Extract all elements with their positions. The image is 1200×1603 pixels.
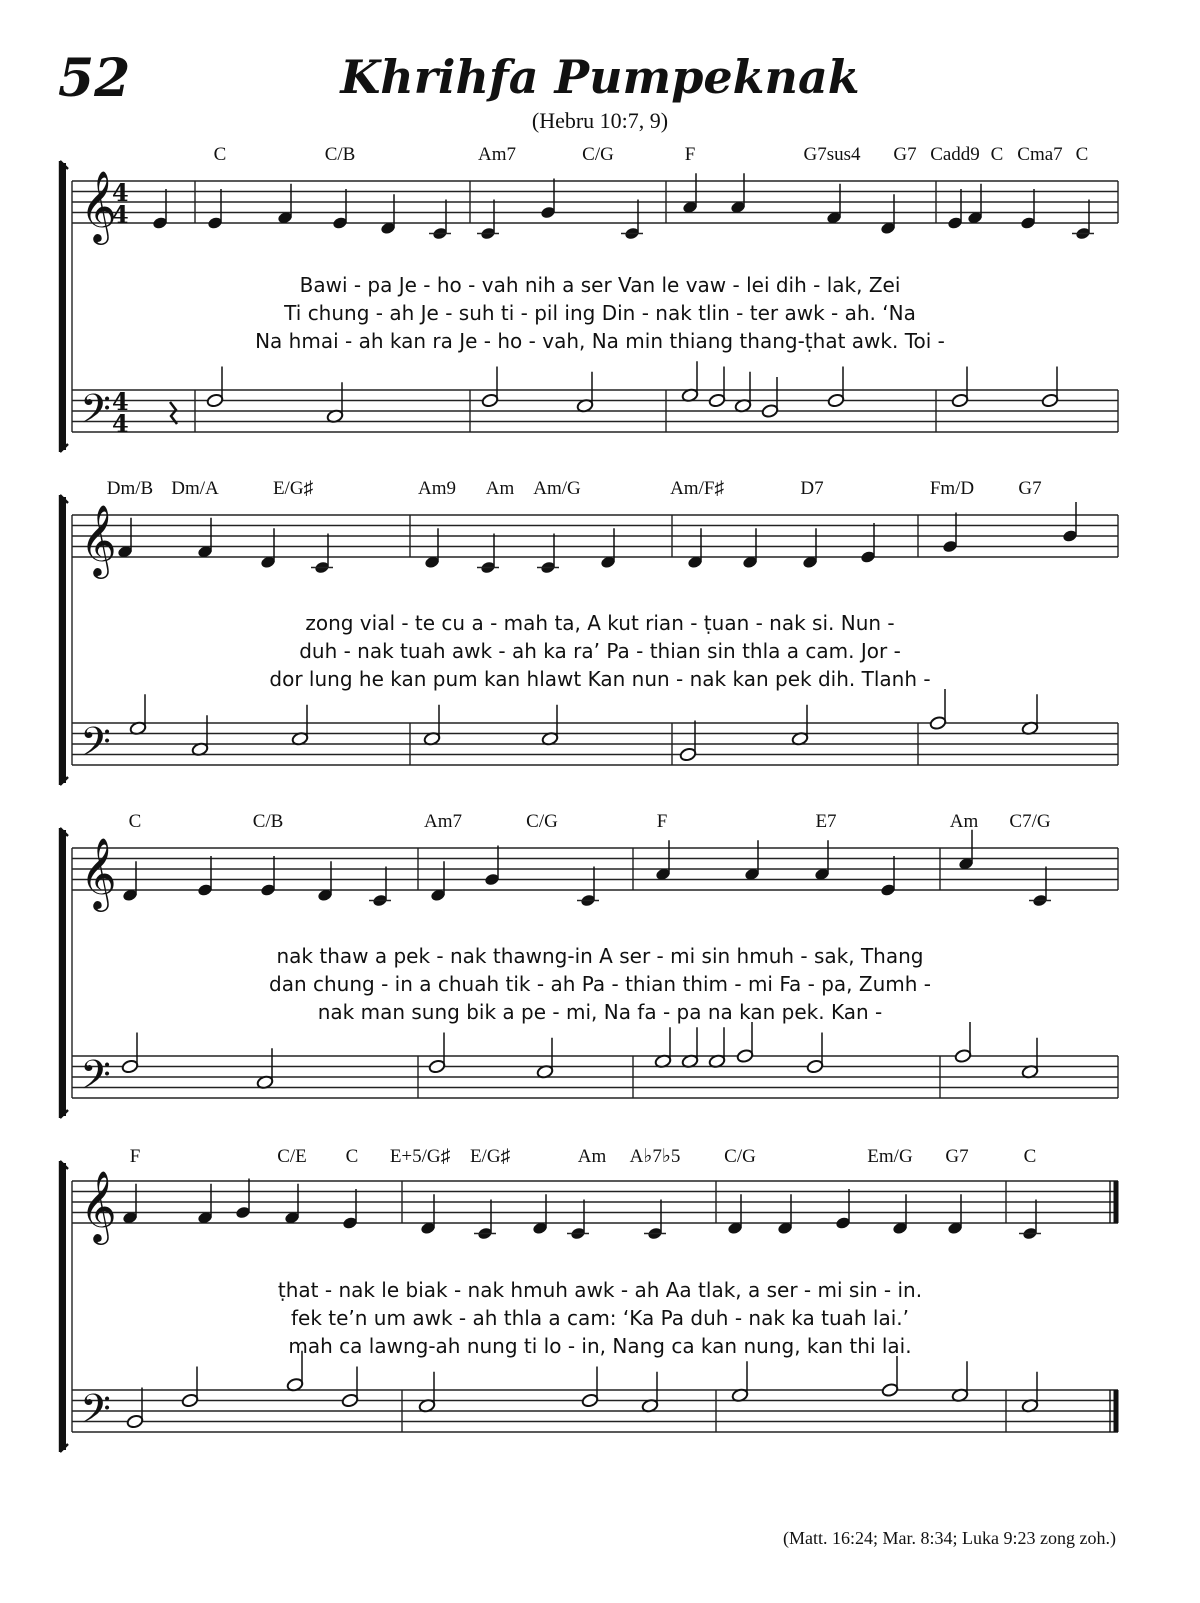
lyric-syllable: - ter bbox=[729, 301, 779, 325]
chord-symbol: C bbox=[345, 1146, 359, 1167]
bass-note-1-6 bbox=[708, 393, 726, 408]
lyric-syllable: - thian sin bbox=[629, 639, 736, 663]
lyric-syllable: ing bbox=[558, 301, 596, 325]
lyric-syllable: Fa bbox=[772, 972, 802, 996]
lyric-syllable: sin bbox=[842, 1278, 878, 1302]
chord-symbol: G7 bbox=[945, 1146, 969, 1167]
lyric-syllable: Na bbox=[597, 1000, 631, 1024]
chord-symbol: F bbox=[129, 1146, 141, 1167]
lyric-syllable: Bawi - pa bbox=[299, 273, 393, 297]
lyric-syllable: dan bbox=[269, 972, 307, 996]
lyric-syllable: hmuh bbox=[504, 1278, 568, 1302]
lyric-syllable: mah bbox=[288, 1334, 333, 1358]
chord-symbol: E/G♯ bbox=[469, 1146, 511, 1167]
lyric-syllable: bik bbox=[459, 1000, 497, 1024]
lyric-syllable: nih bbox=[518, 273, 556, 297]
lyric-syllable: thla bbox=[735, 639, 781, 663]
scripture-reference: (Hebru 10:7, 9) bbox=[531, 108, 669, 133]
lyric-line-3-verse-1 bbox=[276, 944, 923, 968]
lyric-syllable: - bbox=[650, 944, 664, 968]
lyric-syllable: si. bbox=[805, 611, 835, 635]
chord-symbol: Fm/D bbox=[929, 478, 975, 499]
lyric-syllable: ser bbox=[612, 944, 651, 968]
bass-note-4-2 bbox=[181, 1393, 199, 1408]
lyric-syllable: tuah bbox=[814, 1306, 867, 1330]
chord-symbol: C7/G bbox=[1009, 811, 1051, 832]
lyric-syllable: nung bbox=[460, 1334, 518, 1358]
lyric-syllable: chung - in bbox=[306, 972, 413, 996]
lyric-syllable: fek bbox=[290, 1306, 322, 1330]
bass-clef-icon-1: 𝄢 bbox=[80, 386, 111, 442]
lyric-syllable: mi bbox=[663, 944, 696, 968]
lyric-syllable: awk bbox=[567, 1278, 615, 1302]
chord-symbol: C bbox=[990, 144, 1004, 165]
lyric-syllable: pek. bbox=[775, 1000, 825, 1024]
lyric-syllable: Na hmai - ah bbox=[255, 329, 384, 353]
lyric-syllable: tlin bbox=[691, 301, 730, 325]
lyric-syllable: na bbox=[701, 1000, 733, 1024]
lyric-syllable: Kan - bbox=[824, 1000, 883, 1024]
lyric-syllable: Aa bbox=[659, 1278, 692, 1302]
lyric-syllable: te’n bbox=[321, 1306, 368, 1330]
lyric-syllable: cam: bbox=[560, 1306, 617, 1330]
bass-clef-icon-3: 𝄢 bbox=[80, 1052, 111, 1108]
lyric-syllable: Pa bbox=[654, 1306, 685, 1330]
lyric-syllable: kan bbox=[383, 329, 427, 353]
lyric-syllable: ra’ bbox=[566, 639, 600, 663]
lyric-syllable: nak bbox=[317, 1000, 355, 1024]
lyric-syllable: zong bbox=[305, 611, 354, 635]
chord-symbol: Am7 bbox=[424, 811, 462, 832]
lyric-syllable: - nak bbox=[337, 639, 394, 663]
lyric-syllable: cu bbox=[435, 611, 466, 635]
chord-symbol: Am7 bbox=[478, 144, 516, 165]
chord-symbol: A♭7♭5 bbox=[629, 1146, 681, 1167]
lyric-syllable: um bbox=[367, 1306, 406, 1330]
lyric-syllable: Nun - bbox=[834, 611, 895, 635]
chord-symbol: F bbox=[656, 811, 668, 832]
lyric-syllable: ti bbox=[517, 1334, 538, 1358]
bass-note-1-3 bbox=[481, 393, 499, 408]
lyric-syllable: a bbox=[741, 1278, 761, 1302]
bass-note-4-6 bbox=[581, 1393, 599, 1408]
lyric-syllable: nun - nak bbox=[625, 667, 727, 691]
chord-symbol: Em/G bbox=[867, 1146, 913, 1167]
chord-symbol: G7 bbox=[1018, 478, 1042, 499]
lyric-syllable: - thian bbox=[605, 972, 677, 996]
bass-note-1-9 bbox=[827, 393, 845, 408]
lyric-syllable: tuah bbox=[393, 639, 446, 663]
lyric-syllable: - bbox=[656, 1000, 671, 1024]
chord-symbol: C/B bbox=[324, 144, 356, 165]
lyric-line-3-verse-3 bbox=[318, 1000, 883, 1024]
lyric-syllable: kan bbox=[383, 667, 427, 691]
bass-clef-icon-4: 𝄢 bbox=[80, 1386, 111, 1442]
lyric-syllable: a bbox=[780, 639, 800, 663]
lyric-syllable: hlawt bbox=[520, 667, 582, 691]
quarter-rest-icon bbox=[170, 402, 177, 424]
lyric-syllable: awk - ah. bbox=[778, 301, 876, 325]
lyric-syllable: lo bbox=[537, 1334, 562, 1358]
lyric-syllable: awk bbox=[445, 639, 493, 663]
lyric-syllable: dor bbox=[269, 667, 303, 691]
lyric-syllable: - mi, bbox=[546, 1000, 598, 1024]
hymn-title: Khrihfa Pumpeknak bbox=[340, 50, 860, 104]
bass-note-1-8 bbox=[761, 404, 779, 419]
bass-note-3-8 bbox=[736, 1049, 754, 1064]
lyric-syllable: kan bbox=[477, 667, 521, 691]
chord-symbol: C/E bbox=[277, 1146, 307, 1167]
lyric-syllable: he bbox=[352, 667, 384, 691]
lyric-syllable: sung bbox=[405, 1000, 460, 1024]
bass-note-2-8 bbox=[929, 716, 947, 731]
bass-note-3-3 bbox=[428, 1059, 446, 1074]
chord-symbol: E/G♯ bbox=[272, 478, 314, 499]
lyric-syllable: pa bbox=[670, 1000, 702, 1024]
lyric-syllable: - mah bbox=[483, 611, 549, 635]
bass-note-1-11 bbox=[1041, 393, 1059, 408]
hymn-number: 52 bbox=[58, 48, 131, 109]
lyric-syllable: thla bbox=[497, 1306, 543, 1330]
lyric-line-1-verse-3 bbox=[255, 329, 945, 353]
chord-symbol: C/G bbox=[724, 1146, 756, 1167]
lyric-syllable: cam. bbox=[799, 639, 855, 663]
lyric-syllable: - nak bbox=[635, 301, 692, 325]
lyric-syllable: Thang bbox=[854, 944, 924, 968]
bass-note-3-9 bbox=[806, 1059, 824, 1074]
lyric-syllable: ra bbox=[426, 329, 453, 353]
lyric-syllable: kan bbox=[694, 1334, 738, 1358]
chord-symbol: G7sus4 bbox=[803, 144, 861, 165]
lyric-syllable: ka bbox=[536, 639, 567, 663]
lyric-syllable: ti - pil bbox=[494, 301, 559, 325]
lyric-syllable: awk. bbox=[845, 329, 899, 353]
bass-note-1-1 bbox=[206, 393, 224, 408]
lyric-line-2-verse-2 bbox=[299, 639, 901, 663]
lyric-syllable: nung, bbox=[737, 1334, 801, 1358]
chord-symbol: Am bbox=[485, 478, 515, 499]
lyric-line-1-verse-1 bbox=[300, 273, 901, 297]
chord-symbol: Dm/A bbox=[171, 478, 219, 499]
lyric-syllable: min bbox=[618, 329, 664, 353]
lyric-syllable: lung bbox=[302, 667, 353, 691]
lyric-syllable: kut rian - ṭuan - nak bbox=[600, 611, 806, 635]
chord-symbol: C bbox=[1075, 144, 1089, 165]
lyric-syllable: biak - nak bbox=[399, 1278, 505, 1302]
chord-symbol: E7 bbox=[815, 811, 837, 832]
time-signature-bottom-1: 4 bbox=[112, 409, 129, 438]
lyric-syllable: - ah bbox=[614, 1278, 660, 1302]
bass-note-1-10 bbox=[951, 393, 969, 408]
chord-symbol: Am9 bbox=[418, 478, 456, 499]
lyric-syllable: nak bbox=[276, 944, 314, 968]
bass-clef-icon-2: 𝄢 bbox=[80, 719, 111, 775]
lyric-syllable: tlak, bbox=[691, 1278, 742, 1302]
lyric-syllable: thang-ṭhat bbox=[733, 329, 846, 353]
chord-symbol: C/B bbox=[252, 811, 284, 832]
treble-clef-icon-4: 𝄞 bbox=[80, 1169, 117, 1242]
lyric-syllable: - te bbox=[395, 611, 436, 635]
lyric-syllable: ṭhat - nak bbox=[277, 1278, 375, 1302]
scripture-footnote: (Matt. 16:24; Mar. 8:34; Luka 9:23 zong zoh.) bbox=[783, 1528, 1116, 1548]
lyric-syllable: Pa bbox=[575, 972, 606, 996]
lyric-syllable: A bbox=[592, 944, 613, 968]
treble-clef-icon-1: 𝄞 bbox=[80, 169, 117, 242]
bass-note-4-1 bbox=[126, 1414, 144, 1429]
lyric-syllable: a bbox=[465, 611, 484, 635]
lyric-syllable: kan bbox=[800, 1334, 844, 1358]
lyric-syllable: le bbox=[655, 273, 680, 297]
treble-clef-icon-3: 𝄞 bbox=[80, 836, 117, 909]
lyric-syllable: Je - ho - vah bbox=[392, 273, 519, 297]
chord-symbol: Cma7 bbox=[1017, 144, 1063, 165]
lyric-syllable: Din bbox=[595, 301, 636, 325]
time-signature-top-0: 4 bbox=[112, 178, 129, 207]
chord-symbol: E+5/G♯ bbox=[389, 1146, 451, 1167]
lyric-syllable: duh bbox=[299, 639, 338, 663]
lyric-syllable: a bbox=[368, 944, 388, 968]
lyric-syllable: sin bbox=[695, 944, 731, 968]
lyric-syllable: vaw - lei bbox=[679, 273, 770, 297]
lyric-syllable: man bbox=[354, 1000, 406, 1024]
lyric-syllable: - pa, bbox=[801, 972, 853, 996]
lyric-line-4-verse-1 bbox=[278, 1278, 922, 1302]
lyric-syllable: Van bbox=[611, 273, 656, 297]
lyric-syllable: a bbox=[496, 1000, 515, 1024]
lyric-syllable: Pa bbox=[600, 639, 630, 663]
lyric-syllable: pek bbox=[768, 667, 812, 691]
treble-clef-icon-2: 𝄞 bbox=[80, 503, 117, 576]
time-signature-top-1: 4 bbox=[112, 387, 129, 416]
lyric-syllable: Je - suh bbox=[414, 301, 495, 325]
bass-note-4-4 bbox=[341, 1393, 359, 1408]
lyric-syllable: Jor - bbox=[854, 639, 901, 663]
chord-symbol: Am bbox=[577, 1146, 607, 1167]
lyric-syllable: A bbox=[580, 611, 601, 635]
chord-symbol: C/G bbox=[582, 144, 614, 165]
bass-note-3-10 bbox=[954, 1049, 972, 1064]
lyric-line-3-verse-2 bbox=[269, 972, 931, 996]
lyric-syllable: kan bbox=[732, 1000, 776, 1024]
lyric-syllable: dih - lak, bbox=[769, 273, 863, 297]
chord-symbol: Dm/B bbox=[106, 478, 154, 499]
lyric-syllable: duh - nak bbox=[684, 1306, 785, 1330]
lyric-syllable: lai.’ bbox=[866, 1306, 910, 1330]
time-signature-bottom-0: 4 bbox=[112, 200, 129, 229]
chord-symbol: Cadd9 bbox=[930, 144, 980, 165]
chord-symbol: D7 bbox=[800, 478, 824, 499]
lyric-syllable: pek - nak thawng-in bbox=[387, 944, 593, 968]
lyric-syllable: ta, bbox=[548, 611, 581, 635]
lyric-line-4-verse-3 bbox=[288, 1334, 911, 1358]
lyric-syllable: a bbox=[555, 273, 575, 297]
chord-symbol: Am bbox=[949, 811, 979, 832]
bass-note-3-1 bbox=[121, 1059, 139, 1074]
lyric-syllable: Zei bbox=[862, 273, 901, 297]
lyric-syllable: ser - mi bbox=[760, 1278, 843, 1302]
lyric-syllable: Na bbox=[585, 329, 619, 353]
lyric-syllable: pum bbox=[426, 667, 478, 691]
lyric-syllable: thiang bbox=[663, 329, 734, 353]
lyric-syllable: lai. bbox=[875, 1334, 912, 1358]
lyric-syllable: - in, bbox=[561, 1334, 607, 1358]
lyric-syllable: awk - ah bbox=[405, 1306, 498, 1330]
lyric-syllable: ‘Na bbox=[875, 301, 916, 325]
lyric-syllable: vial bbox=[353, 611, 396, 635]
lyric-syllable: dih. bbox=[811, 667, 856, 691]
lyric-syllable: pe bbox=[514, 1000, 547, 1024]
lyric-syllable: Ti chung - ah bbox=[284, 301, 415, 325]
bass-note-4-9 bbox=[881, 1383, 899, 1398]
lyric-line-1-verse-2 bbox=[283, 301, 916, 325]
lyric-syllable: - in. bbox=[877, 1278, 923, 1302]
chord-symbol: C bbox=[213, 144, 227, 165]
lyric-syllable: kan bbox=[726, 667, 769, 691]
lyric-syllable: thim - mi bbox=[676, 972, 773, 996]
lyric-syllable: Je - ho - vah, bbox=[452, 329, 586, 353]
chord-symbol: G7 bbox=[893, 144, 917, 165]
lyric-syllable: Toi - bbox=[898, 329, 945, 353]
lyric-syllable: ‘Ka bbox=[616, 1306, 655, 1330]
chord-symbol: Am/G bbox=[533, 478, 581, 499]
lyric-syllable: thaw bbox=[313, 944, 369, 968]
lyric-line-2-verse-1 bbox=[305, 611, 894, 635]
lyric-syllable: ka bbox=[784, 1306, 815, 1330]
lyric-syllable: Tlanh - bbox=[855, 667, 931, 691]
chord-symbol: Am/F♯ bbox=[670, 478, 724, 499]
lyric-syllable: a bbox=[412, 972, 432, 996]
chord-symbol: F bbox=[684, 144, 696, 165]
chord-symbol: C bbox=[128, 811, 142, 832]
lyric-syllable: hmuh - sak, bbox=[730, 944, 855, 968]
chord-symbol: C bbox=[1023, 1146, 1037, 1167]
bass-note-2-6 bbox=[679, 747, 697, 762]
lyric-syllable: lawng-ah bbox=[362, 1334, 461, 1358]
lyric-syllable: le bbox=[374, 1278, 400, 1302]
lyric-syllable: ca bbox=[664, 1334, 695, 1358]
lyric-syllable: Kan bbox=[581, 667, 626, 691]
lyric-syllable: thi bbox=[843, 1334, 876, 1358]
lyric-syllable: Nang bbox=[606, 1334, 665, 1358]
lyric-syllable: - ah bbox=[492, 639, 537, 663]
lyric-line-2-verse-3 bbox=[269, 667, 930, 691]
lyric-syllable: ca bbox=[332, 1334, 363, 1358]
lyric-syllable: chuah bbox=[431, 972, 500, 996]
lyric-syllable: ser bbox=[574, 273, 612, 297]
lyric-line-4-verse-2 bbox=[291, 1306, 909, 1330]
lyric-syllable: tik - ah bbox=[499, 972, 576, 996]
lyric-syllable: Zumh - bbox=[852, 972, 931, 996]
chord-symbol: C/G bbox=[526, 811, 558, 832]
lyric-syllable: fa bbox=[630, 1000, 657, 1024]
lyric-syllable: a bbox=[542, 1306, 561, 1330]
